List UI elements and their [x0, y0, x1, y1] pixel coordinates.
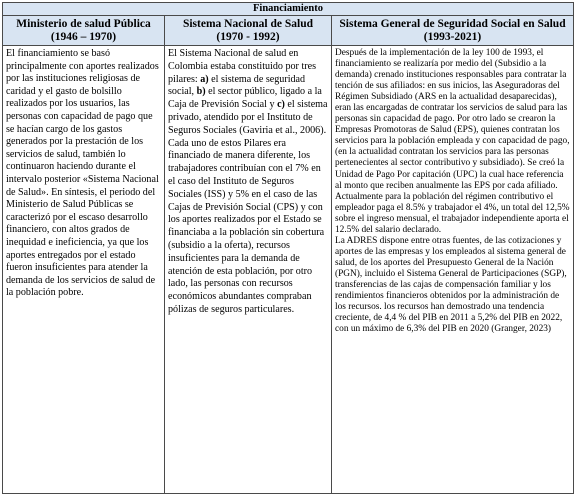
cell-text: el sistema privado, atendido por el Instituto de Seguros Sociales (Gaviria et al., 2006). Cada uno de estos Pilares era financiado de manera diferente, los trabajadores contribuían con el 7% en el caso del Instituto de Seguros Sociales (ISS) y 5% en el caso de las Cajas de Previsión Social (CPS) y con los aportes realizados por el Estado se financiaba a la población sin cobertura (subsidio a la oferta), recursos insuficientes para la demanda de atención de esta población, por otro lado, las personas con recursos económicos abundantes compraban pólizas de seguros particulares.: [168, 99, 328, 315]
column-period: (1946 – 1970): [50, 31, 117, 43]
cell-text: el sector público, ligado a la Caja de Previsión Social y: [168, 86, 322, 111]
cell-text: el sistema de seguridad social,: [168, 73, 306, 98]
column-header-sistema-general: [332, 16, 573, 46]
enumeration-marker: a): [200, 73, 209, 85]
column-period: (1970 - 1992): [216, 31, 280, 43]
column-header-ministerio: [3, 16, 164, 46]
cell-text: El Sistema Nacional de salud en Colombia estaba constituido por tres pilares:: [168, 48, 317, 85]
cell-ministerio-text: [3, 47, 164, 300]
cell-paragraph: Después de la implementación de la ley 100 de 1993, el financiamiento se realizaría por medio del (Subsidio a la demanda) crenado instituciones responsables para contratar la tención de sus afiliados: en sus inicios, las Aseguradoras del Régimen Subsidiado (ARS en la actualidad desaparecidas), eran las encargadas de contratar los servicios de salud para las personas sin capacidad de pago. Por otro lado se crearon la Empresas Promotoras de Salud (EPS), quienes contratan los servicios para la población empleada y con capacidad de pago, (en la actualidad contratan los servicios para las personas pertenecientes al sector contributivo y subsidiado). Se creó la Unidad de Pago Por capitación (UPC) la cual hace referencia al monto que reciben anualmente las EPS por cada afiliado.: [335, 48, 570, 191]
column-title: Sistema General de Seguridad Social en Salud (1993-2021): [339, 18, 566, 43]
column-title: Ministerio de salud Pública: [16, 18, 151, 30]
financing-table: [2, 2, 574, 494]
cell-sistema-nacional-text: [165, 47, 331, 317]
cell-paragraph: La ADRES dispone entre otras fuentes, de las cotizaciones y aportes de las empresas y los empleados al sistema general de salud, de los aportes del Presupuesto General de la Nación (PGN), incluido el Sistema General de Participaciones (SGP), transferencias de las cajas de compensación familiar y los rendimientos financieros obtenidos por la administración de los recursos. los recursos han demostrado una tendencia creciente, de 4,4 % del PIB en 2011 a 5,2% del PIB en 2022, con un máximo de 6,3% del PIB en 2020 (Granger, 2023): [335, 235, 567, 335]
enumeration-marker: b): [196, 86, 206, 98]
enumeration-marker: c): [277, 99, 285, 111]
cell-text: El financiamiento se basó principalmente con aportes realizados por las instituciones religiosas de caridad y el gasto de bolsillo realizados por los usuarios, las personas con capacidad de pago que se hacían cargo de los gastos generados por la prestación de los servicios de salud, también lo continuaron haciendo durante el intervalo posterior «Sistema Nacional de Salud». En síntesis, el periodo del Ministerio de Salud Públicas se caracterizó por el escaso desarrollo financiero, con altos grados de inequidad e ineficiencia, ya que los aportes entregados por el estado fueron insuficientes para atender la demanda de los servicios de salud de la población pobre.: [6, 48, 159, 299]
cell-sistema-general-text: [332, 47, 573, 335]
column-title: Sistema Nacional de Salud: [182, 18, 314, 30]
table-title: Financiamiento: [3, 3, 573, 16]
column-header-sistema-nacional: [165, 16, 331, 46]
cell-paragraph: Actualmente para la población del régimen contributivo el empleador paga el 8.5% y trabajador el 4%, un total del 12,5% sobre el ingreso mensual, el trabajador independiente aporta el 12.5% del salario declarado.: [335, 191, 570, 235]
